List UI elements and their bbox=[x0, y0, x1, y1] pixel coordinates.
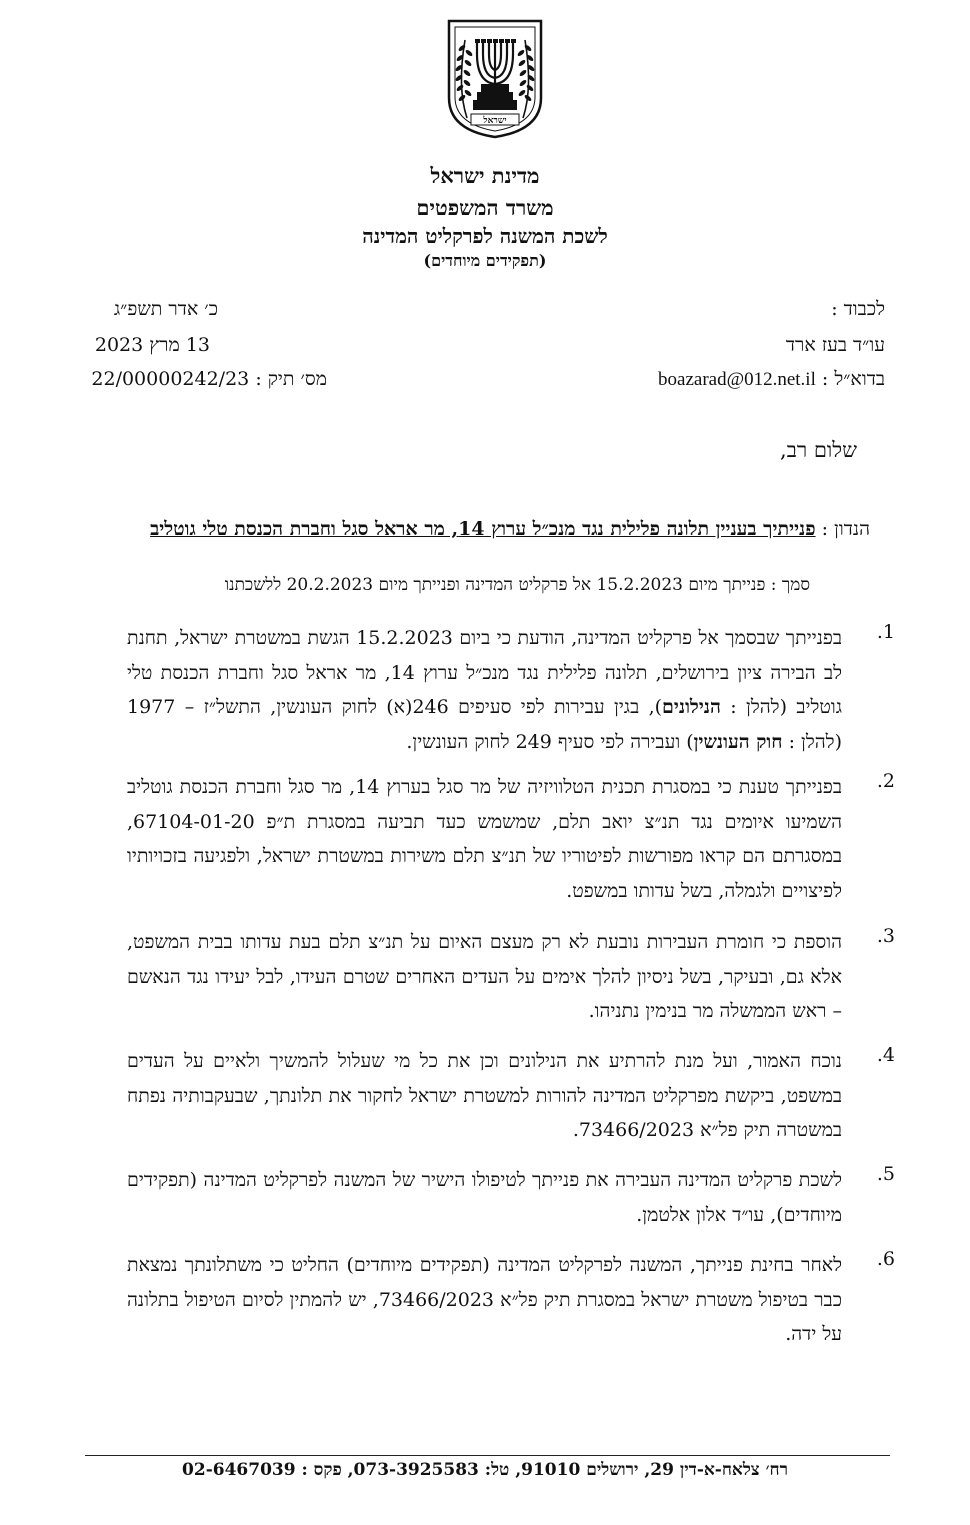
header-state: מדינת ישראל bbox=[430, 163, 540, 188]
hebrew-date: כ׳ אדר תשפ״ג bbox=[113, 298, 218, 320]
header-office-sub: (תפקידים מיוחדים) bbox=[423, 251, 547, 270]
greeting: שלום רב, bbox=[780, 438, 857, 462]
email-value[interactable]: boazarad@012.net.il bbox=[658, 369, 816, 390]
paragraph-1-part-a: בפנייתך שבסמך אל פרקליט המדינה, הודעת כי ביום 15.2.2023 הגשת במשטרת ישראל, תחנת לב הבירה ציון בירושלים, תלונה פלילית נגד מנכ״ל ערוץ 14, מר אראל סגל וחברת הכנסת טלי גוטליב (להלן : bbox=[127, 627, 842, 718]
paragraph-number: 1. bbox=[876, 621, 895, 643]
state-emblem-menorah-icon bbox=[445, 18, 545, 140]
email-label: בדוא״ל : bbox=[821, 368, 885, 390]
paragraph-1-part-c: ), בגין עבירות לפי סעיפים 246(א) לחוק העונשין, התשל״ז – 1977 (להלן : bbox=[127, 696, 842, 753]
file-number-line bbox=[91, 368, 327, 391]
paragraph-number: 4. bbox=[876, 1044, 895, 1066]
paragraph-4: נוכח האמור, ועל מנת להרתיע את הנילונים וכן את כל מי שעלול להמשיך ולאיים על העדים במשפט, ביקשת מפרקליט המדינה להורות למשטרת ישראל לחקור את תלונתך, שבעקבותיה נפתח במשטרה תיק פל״א 73466/2023. bbox=[127, 1050, 842, 1141]
subject-line bbox=[110, 517, 870, 542]
recipient-label: לכבוד : bbox=[831, 298, 885, 320]
paragraph-1-part-d: ) ועבירה לפי סעיף 249 לחוק העונשין. bbox=[406, 730, 694, 753]
header-office: לשכת המשנה לפרקליט המדינה bbox=[362, 224, 608, 248]
paragraph-2: בפנייתך טענת כי במסגרת תכנית הטלוויזיה של מר סגל בערוץ 14, מר סגל וחברת הכנסת גוטליב השמיעו איומים נגד תנ״צ יואב תלם, שמשמש כעד תביעה במסגרת ת״פ 67104-01-20, במסגרתם הם קראו מפורשות לפיטוריו של תנ״צ תלם משירות במשטרת ישראל, ולפגיעה בזכויותיו לפיצויים ולגמלה, בשל עדותו במשפט. bbox=[127, 776, 842, 902]
paragraph-number: 2. bbox=[876, 770, 895, 792]
paragraph-6: לאחר בחינת פנייתך, המשנה לפרקליט המדינה (תפקידים מיוחדים) החליט כי משתלונתך נמצאת כבר בטיפול משטרת ישראל במסגרת תיק פל״א 73466/2023, יש להמתין לסיום הטיפול בתלונה על ידה. bbox=[127, 1254, 842, 1345]
paragraph-5: לשכת פרקליט המדינה העבירה את פנייתך לטיפולו הישיר של המשנה לפרקליט המדינה (תפקידים מיוחדים), עו״ד אלון אלטמן. bbox=[127, 1169, 842, 1226]
file-number: 22/00000242/23 bbox=[91, 368, 250, 390]
term-respondents: הנילונים bbox=[662, 696, 721, 718]
recipient-name: עו״ד בעז ארד bbox=[785, 334, 885, 356]
paragraph-number: 3. bbox=[876, 925, 895, 947]
file-label: מס׳ תיק : bbox=[255, 368, 327, 390]
footer-divider bbox=[85, 1455, 890, 1456]
term-penal-law: חוק העונשין bbox=[693, 730, 783, 753]
paragraph-number: 5. bbox=[876, 1163, 895, 1185]
paragraph-number: 6. bbox=[876, 1248, 895, 1270]
header-ministry: משרד המשפטים bbox=[416, 195, 554, 220]
subject-text: פנייתיך בעניין תלונה פלילית נגד מנכ״ל ערוץ 14, מר אראל סגל וחברת הכנסת טלי גוטליב bbox=[150, 518, 816, 540]
footer-address: רח׳ צלאח-א-דין 29, ירושלים 91010, טל: 073-3925583, פקס : 02-6467039 bbox=[182, 1460, 788, 1480]
subject-label: הנדון : bbox=[821, 518, 870, 540]
paragraph-3: הוספת כי חומרת העבירות נובעת לא רק מעצם האיום על תנ״צ תלם בעת עדותו בבית המשפט, אלא גם, ובעיקר, בשל ניסיון להלך אימים על העדים האחרים שטרם העידו, לבל יעידו נגד הנאשם – ראש הממשלה מר בנימין נתניהו. bbox=[127, 931, 842, 1022]
recipient-email-line bbox=[658, 368, 885, 391]
emblem-label: ישראל bbox=[483, 116, 507, 126]
gregorian-date: 13 מרץ 2023 bbox=[94, 334, 210, 356]
paragraph-1 bbox=[127, 621, 842, 759]
reference-line: סמך : פנייתך מיום 15.2.2023 אל פרקליט המדינה ופנייתך מיום 20.2.2023 ללשכתנו bbox=[224, 575, 810, 595]
